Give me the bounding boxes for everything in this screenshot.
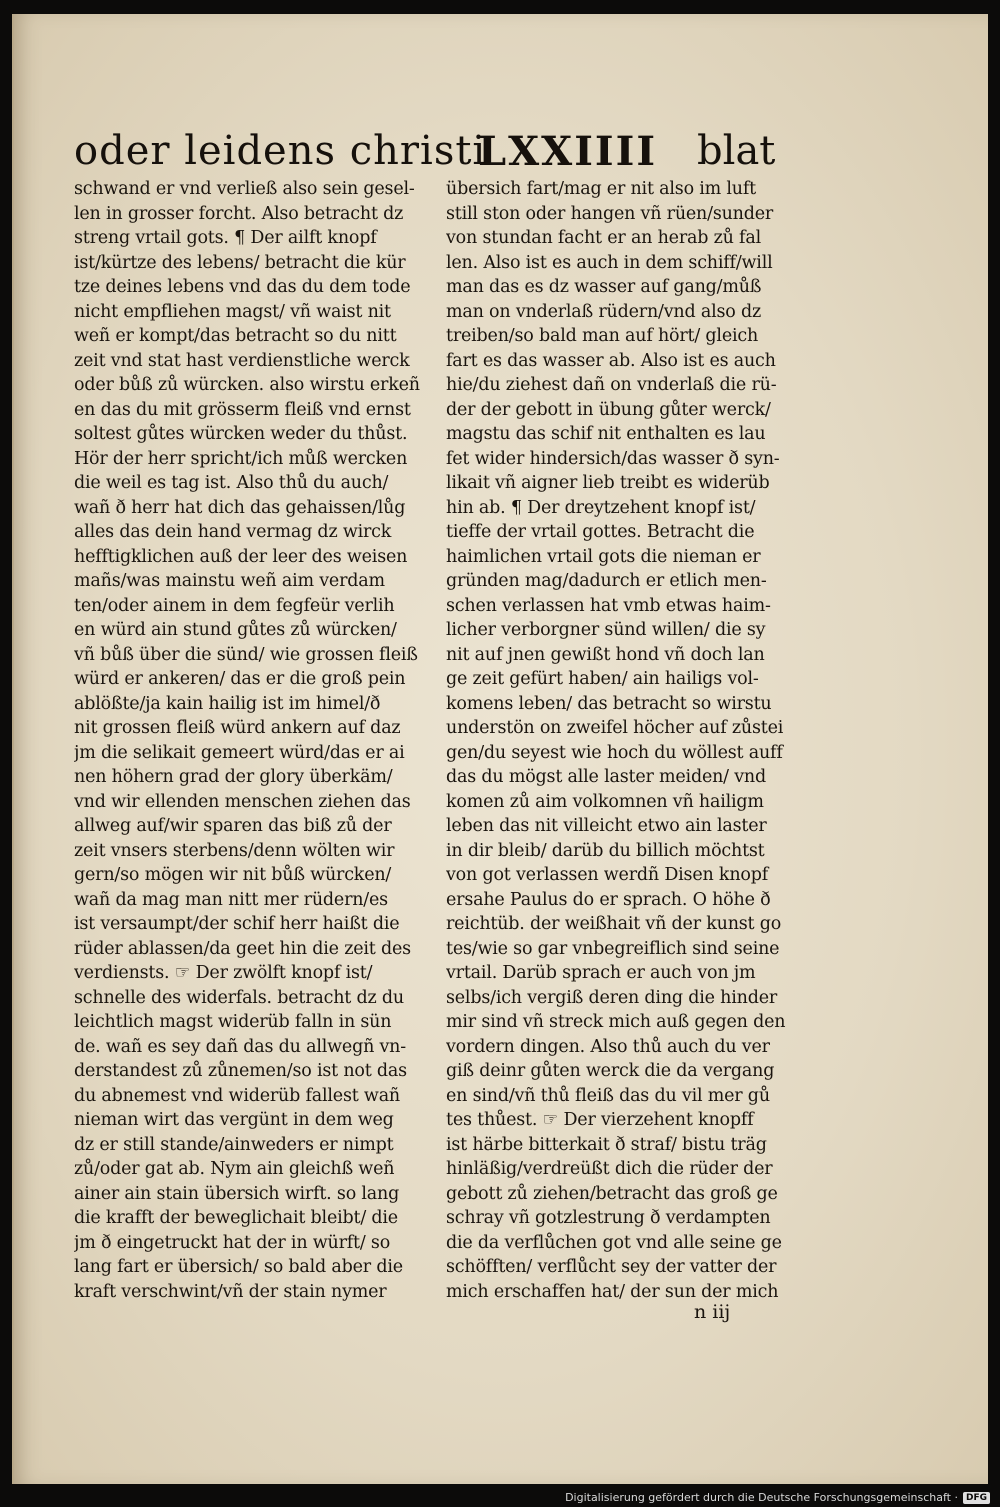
text-line: vnd wir ellenden menschen ziehen das — [74, 791, 411, 812]
text-line: schen verlassen hat vmb etwas haim- — [446, 595, 771, 616]
text-line: hin ab. ¶ Der dreytzehent knopf ist/ — [446, 497, 756, 518]
text-line: gebott zů ziehen/betracht das groß ge — [446, 1183, 778, 1204]
text-line: fart es das wasser ab. Also ist es auch — [446, 350, 776, 371]
text-line: derstandest zů zůnemen/so ist not das — [74, 1061, 407, 1081]
text-line: licher verborgner sünd willen/ die sy — [446, 620, 766, 640]
text-line: tes/wie so gar vnbegreiflich sind seine — [446, 938, 780, 959]
text-line: vñ bůß über die sünd/ wie grossen fleiß — [74, 644, 418, 665]
text-line: schwand er vnd verließ also sein gesel- — [74, 179, 415, 199]
text-line: len in grosser forcht. Also betracht dz — [74, 203, 404, 224]
text-line: len. Also ist es auch in dem schiff/will — [446, 252, 773, 273]
text-line: jm die selikait gemeert würd/das er ai — [74, 742, 405, 763]
text-line: understön on zweifel höcher auf zůstei — [446, 718, 784, 738]
text-line: allweg auf/wir sparen das biß zů der — [74, 816, 392, 836]
text-line: weñ er kompt/das betracht so du nitt — [74, 326, 397, 346]
text-line: vrtail. Darüb sprach er auch von jm — [446, 963, 756, 983]
text-line: de. wañ es sey dañ das du allwegñ vn- — [74, 1036, 406, 1057]
text-line: giß deinr gůten werck die da vergang — [446, 1061, 775, 1081]
text-line: ge zeit gefürt haben/ ain hailigs vol- — [446, 669, 759, 689]
text-line: nieman wirt das vergünt in dem weg — [74, 1110, 394, 1130]
text-line: gründen mag/dadurch er etlich men- — [446, 571, 767, 591]
text-line: Hör der herr spricht/ich můß wercken — [74, 448, 408, 469]
text-line: man das es dz wasser auf gang/můß — [446, 277, 762, 297]
text-line: von got verlassen werdñ Disen knopf — [446, 865, 769, 885]
text-line: mañs/was mainstu weñ aim verdam — [74, 571, 385, 591]
text-line: verdiensts. ☞ Der zwölft knopf ist/ — [74, 963, 373, 983]
text-line: lang fart er übersich/ so bald aber die — [74, 1257, 403, 1277]
text-line: dz er still stande/ainweders er nimpt — [74, 1134, 394, 1155]
text-line: du abnemest vnd widerüb fallest wañ — [74, 1085, 401, 1106]
book-page — [12, 14, 988, 1484]
text-line: ablößte/ja kain hailig ist im himel/ð — [74, 693, 381, 714]
text-line: fet wider hindersich/das wasser ð syn- — [446, 448, 780, 469]
funding-note: Digitalisierung gefördert durch die Deutsche Forschungsgemeinschaft · — [565, 1491, 958, 1504]
text-line: still ston oder hangen vñ rüen/sunder — [446, 203, 774, 224]
text-line: nit auf jnen gewißt hond vñ doch lan — [446, 644, 765, 665]
text-line: ersahe Paulus do er sprach. O höhe ð — [446, 889, 771, 910]
text-line: ist/kürtze des lebens/ betracht die kür — [74, 252, 406, 273]
text-line: soltest gůtes würcken weder du thůst. — [74, 424, 408, 444]
text-column-right — [446, 177, 801, 1304]
text-line: tes thůest. ☞ Der vierzehent knopff — [446, 1110, 754, 1130]
text-line: likait vñ aigner lieb treibt es widerüb — [446, 473, 770, 493]
text-line: nen höhern grad der glory überkäm/ — [74, 767, 393, 787]
text-line: gern/so mögen wir nit bůß würcken/ — [74, 865, 392, 885]
text-line: leichtlich magst widerüb falln in sün — [74, 1012, 392, 1032]
text-line: ist versaumpt/der schif herr haißt die — [74, 914, 400, 934]
text-line: leben das nit villeicht etwo ain laster — [446, 816, 767, 836]
text-line: man on vnderlaß rüdern/vnd also dz — [446, 301, 761, 322]
text-line: schray vñ gotzlestrung ð verdampten — [446, 1208, 771, 1228]
footer-credit — [565, 1491, 990, 1504]
text-line: zeit vnsers sterbens/denn wölten wir — [74, 840, 395, 861]
text-line: wañ ð herr hat dich das gehaissen/lůg — [74, 497, 406, 518]
text-line: der der gebott in übung gůter werck/ — [446, 399, 771, 420]
text-line: von stundan facht er an herab zů fal — [446, 228, 761, 248]
text-line: mir sind vñ streck mich auß gegen den — [446, 1012, 786, 1032]
dfg-logo: DFG — [963, 1492, 990, 1504]
running-head-right — [478, 128, 775, 175]
text-line: vordern dingen. Also thů auch du ver — [446, 1036, 770, 1057]
text-line: komens leben/ das betracht so wirstu — [446, 693, 772, 714]
text-line: zů/oder gat ab. Nym ain gleichß weñ — [74, 1159, 395, 1179]
text-line: zeit vnd stat hast verdienstliche werck — [74, 350, 410, 371]
text-line: schnelle des widerfals. betracht dz du — [74, 987, 404, 1008]
text-line: en würd ain stund gůtes zů würcken/ — [74, 620, 397, 640]
text-line: tieffe der vrtail gottes. Betracht die — [446, 522, 755, 542]
text-line: ainer ain stain übersich wirft. so lang — [74, 1183, 400, 1204]
folio-label: blat — [697, 128, 776, 174]
text-column-left — [74, 177, 429, 1304]
text-line: hinläßig/verdreüßt dich die rüder der — [446, 1159, 773, 1179]
text-line: hefftigklichen auß der leer des weisen — [74, 546, 408, 567]
signature-mark: n iij — [694, 1301, 731, 1323]
text-line: en sind/vñ thů fleiß das du vil mer gů — [446, 1085, 770, 1106]
folio-number: LXXIIII — [478, 128, 658, 175]
text-line: mich erschaffen hat/ der sun der mich — [446, 1281, 779, 1302]
text-line: reichtüb. der weißhait vñ der kunst go — [446, 914, 782, 934]
text-line: hie/du ziehest dañ on vnderlaß die rü- — [446, 375, 777, 395]
text-line: selbs/ich vergiß deren ding die hinder — [446, 987, 778, 1008]
text-line: das du mögst alle laster meiden/ vnd — [446, 767, 766, 787]
text-line: kraft verschwint/vñ der stain nymer — [74, 1281, 387, 1302]
text-line: nicht empfliehen magst/ vñ waist nit — [74, 301, 391, 322]
text-line: die krafft der beweglichait bleibt/ die — [74, 1208, 398, 1228]
text-line: ist härbe bitterkait ð straf/ bistu träg — [446, 1134, 767, 1155]
text-line: oder bůß zů würcken. also wirstu erkeñ — [74, 375, 420, 395]
text-line: treiben/so bald man auf hört/ gleich — [446, 326, 759, 346]
text-line: würd er ankeren/ das er die groß pein — [74, 669, 406, 689]
text-line: übersich fart/mag er nit also im luft — [446, 179, 756, 199]
text-line: en das du mit grösserm fleiß vnd ernst — [74, 399, 411, 420]
text-line: in dir bleib/ darüb du billich möchtst — [446, 840, 765, 861]
text-line: ten/oder ainem in dem fegfeür verlih — [74, 595, 395, 616]
text-line: nit grossen fleiß würd ankern auf daz — [74, 718, 401, 738]
running-title: oder leidens christi — [74, 128, 487, 174]
text-line: rüder ablassen/da geet hin die zeit des — [74, 938, 411, 959]
text-line: komen zů aim volkomnen vñ hailigm — [446, 791, 764, 812]
text-line: jm ð eingetruckt hat der in würft/ so — [74, 1232, 391, 1253]
text-line: tze deines lebens vnd das du dem tode — [74, 277, 411, 297]
text-line: streng vrtail gots. ¶ Der ailft knopf — [74, 228, 377, 248]
text-line: schöfften/ verflůcht sey der vatter der — [446, 1257, 777, 1277]
text-line: die weil es tag ist. Also thů du auch/ — [74, 473, 389, 493]
text-line: die da verflůchen got vnd alle seine ge — [446, 1232, 782, 1253]
text-line: magstu das schif nit enthalten es lau — [446, 424, 766, 444]
text-line: haimlichen vrtail gots die nieman er — [446, 546, 761, 567]
text-line: wañ da mag man nitt mer rüdern/es — [74, 889, 388, 910]
text-line: gen/du seyest wie hoch du wöllest auff — [446, 742, 783, 763]
text-line: alles das dein hand vermag dz wirck — [74, 522, 392, 542]
